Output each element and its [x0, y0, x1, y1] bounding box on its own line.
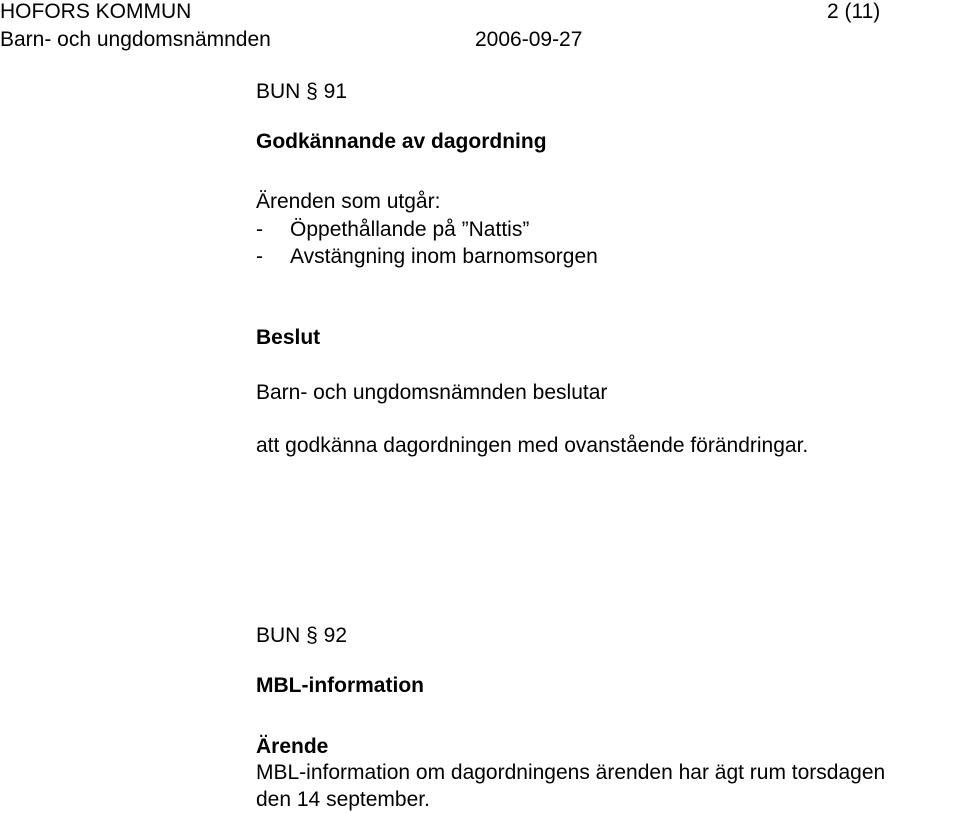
dash-bullet: - [256, 218, 263, 241]
section-92-matter-line2: den 14 september. [256, 788, 430, 811]
section-91-intro: Ärenden som utgår: [256, 190, 441, 213]
section-92-matter-line1: MBL-information om dagordningens ärenden har ägt rum torsdagen [256, 761, 886, 784]
header-organization: HOFORS KOMMUN [0, 0, 192, 23]
header-committee: Barn- och ungdomsnämnden [0, 28, 271, 51]
header-page-number: 2 (11) [827, 0, 881, 23]
header-date: 2006-09-27 [475, 28, 583, 51]
section-91-list-item [256, 245, 598, 269]
section-92-paragraph-id: BUN § 92 [256, 624, 348, 647]
section-92-matter-heading: Ärende [256, 735, 329, 758]
list-item-text: Avstängning inom barnomsorgen [290, 245, 598, 268]
section-92-title: MBL-information [256, 674, 424, 697]
dash-bullet: - [256, 245, 263, 268]
section-91-decision-line1: Barn- och ungdomsnämnden beslutar [256, 381, 608, 404]
section-91-paragraph-id: BUN § 91 [256, 80, 348, 103]
section-91-decision-line2: att godkänna dagordningen med ovanstående förändringar. [256, 434, 809, 457]
section-91-title: Godkännande av dagordning [256, 130, 547, 153]
section-91-decision-heading: Beslut [256, 326, 321, 349]
list-item-text: Öppethållande på ”Nattis” [290, 218, 530, 241]
section-91-list-item [256, 218, 529, 242]
